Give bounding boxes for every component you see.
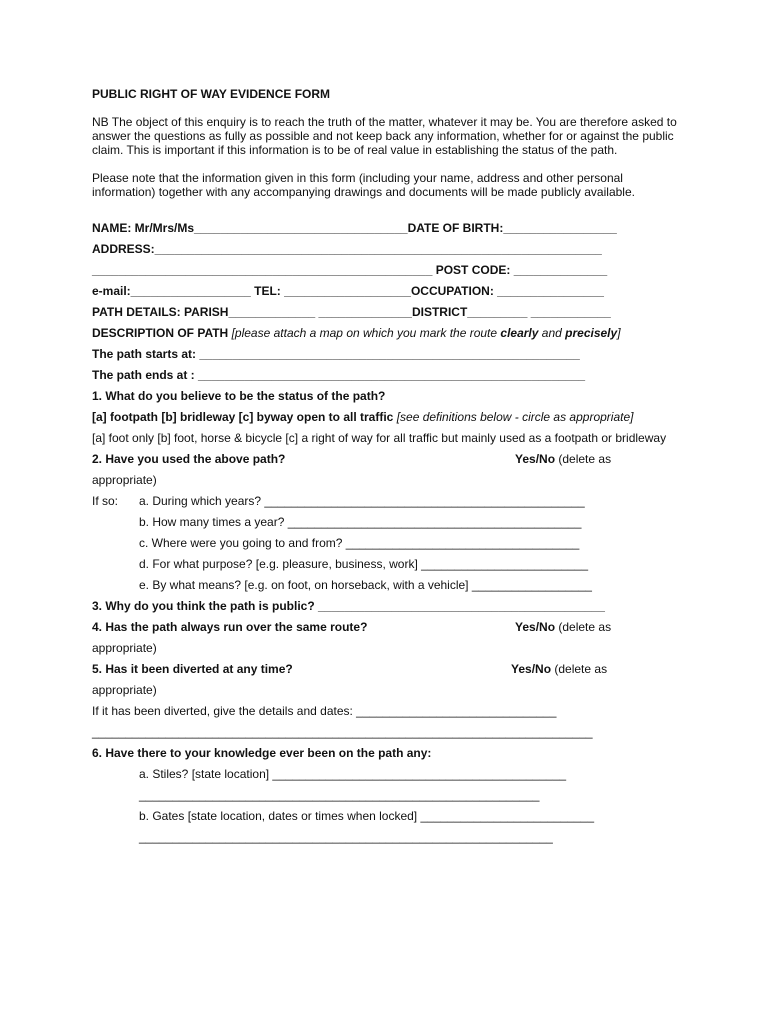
form-content	[92, 87, 684, 848]
description-note: [please attach a map on which you mark the route clearly and precisely]	[231, 326, 621, 340]
path-ends-field[interactable]: The path ends at : __________________________________________________________	[92, 368, 586, 382]
form-fields	[92, 218, 684, 848]
q1-question: 1. What do you believe to be the status of the path?	[92, 389, 386, 403]
q2-sub-c[interactable]: c. Where were you going to and from? ___________________________________	[139, 536, 580, 550]
q5-answer-note: appropriate)	[92, 683, 157, 697]
name-dob-field[interactable]: NAME: Mr/Mrs/Ms________________________________DATE OF BIRTH:_________________	[92, 221, 617, 235]
q2-sub-e[interactable]: e. By what means? [e.g. on foot, on horseback, with a vehicle] __________________	[139, 578, 592, 592]
q4-row	[92, 617, 684, 638]
nb-paragraph: NB The object of this enquiry is to reach the truth of the matter, whatever it may be. You are therefore asked to answer the questions as fully as possible and not keep back any information, whether for or against the public claim. This is important if this information is to be of real value in establishing the status of the path.	[92, 115, 677, 157]
postcode-field[interactable]: ___________________________________________________ POST CODE: ______________	[92, 263, 608, 277]
q1-definitions: [a] foot only [b] foot, horse & bicycle [c] a right of way for all traffic but mainly used as a footpath or bridleway	[92, 431, 667, 445]
publication-note: Please note that the information given in this form (including your name, address and other personal information) together with any accompanying drawings and documents will be made publicly available.	[92, 171, 635, 199]
q6-question: 6. Have there to your knowledge ever been on the path any:	[92, 746, 432, 760]
q2-sub-b[interactable]: b. How many times a year? ____________________________________________	[139, 515, 582, 529]
q2-sub-d[interactable]: d. For what purpose? [e.g. pleasure, business, work] _________________________	[139, 557, 588, 571]
path-starts-field[interactable]: The path starts at: _________________________________________________________	[92, 347, 580, 361]
q6-gates-field[interactable]: b. Gates [state location, dates or times when locked] __________________________	[139, 809, 594, 823]
q5-row	[92, 659, 684, 680]
q6-gates-continuation[interactable]: ______________________________________________________________	[139, 830, 553, 844]
q5-answer[interactable]: Yes/No (delete as	[511, 662, 608, 676]
q2-sub-a[interactable]: If so: a. During which years? ________________________________________________	[92, 494, 585, 508]
q2-answer[interactable]: Yes/No (delete as	[515, 452, 612, 466]
q3-field[interactable]: 3. Why do you think the path is public? ___________________________________________	[92, 599, 605, 613]
description-of-path	[92, 323, 684, 344]
q5-question: 5. Has it been diverted at any time?	[92, 662, 293, 676]
email-tel-occupation-field[interactable]: e-mail:__________________ TEL: ___________________OCCUPATION: ________________	[92, 284, 604, 298]
q4-answer[interactable]: Yes/No (delete as	[515, 620, 612, 634]
q1-options[interactable]: [a] footpath [b] bridleway [c] byway open to all traffic [see definitions below - circle as appropriate]	[92, 410, 634, 424]
q6-stiles-field[interactable]: a. Stiles? [state location] ____________________________________________	[139, 767, 567, 781]
q6-stiles-continuation[interactable]: ____________________________________________________________	[139, 788, 540, 802]
address-field[interactable]: ADDRESS:___________________________________________________________________	[92, 242, 602, 256]
q4-answer-note: appropriate)	[92, 641, 157, 655]
q4-question: 4. Has the path always run over the same route?	[92, 620, 368, 634]
description-label: DESCRIPTION OF PATH	[92, 326, 229, 340]
q2-question: 2. Have you used the above path?	[92, 452, 286, 466]
q5-details-continuation[interactable]: ___________________________________________________________________________	[92, 725, 593, 739]
q2-answer-note: appropriate)	[92, 473, 157, 487]
path-details-field[interactable]: PATH DETAILS: PARISH_____________ ______________DISTRICT_________ ____________	[92, 305, 611, 319]
form-title: PUBLIC RIGHT OF WAY EVIDENCE FORM	[92, 87, 331, 101]
q5-details-field[interactable]: If it has been diverted, give the details and dates: ______________________________	[92, 704, 557, 718]
q2-row	[92, 449, 684, 470]
